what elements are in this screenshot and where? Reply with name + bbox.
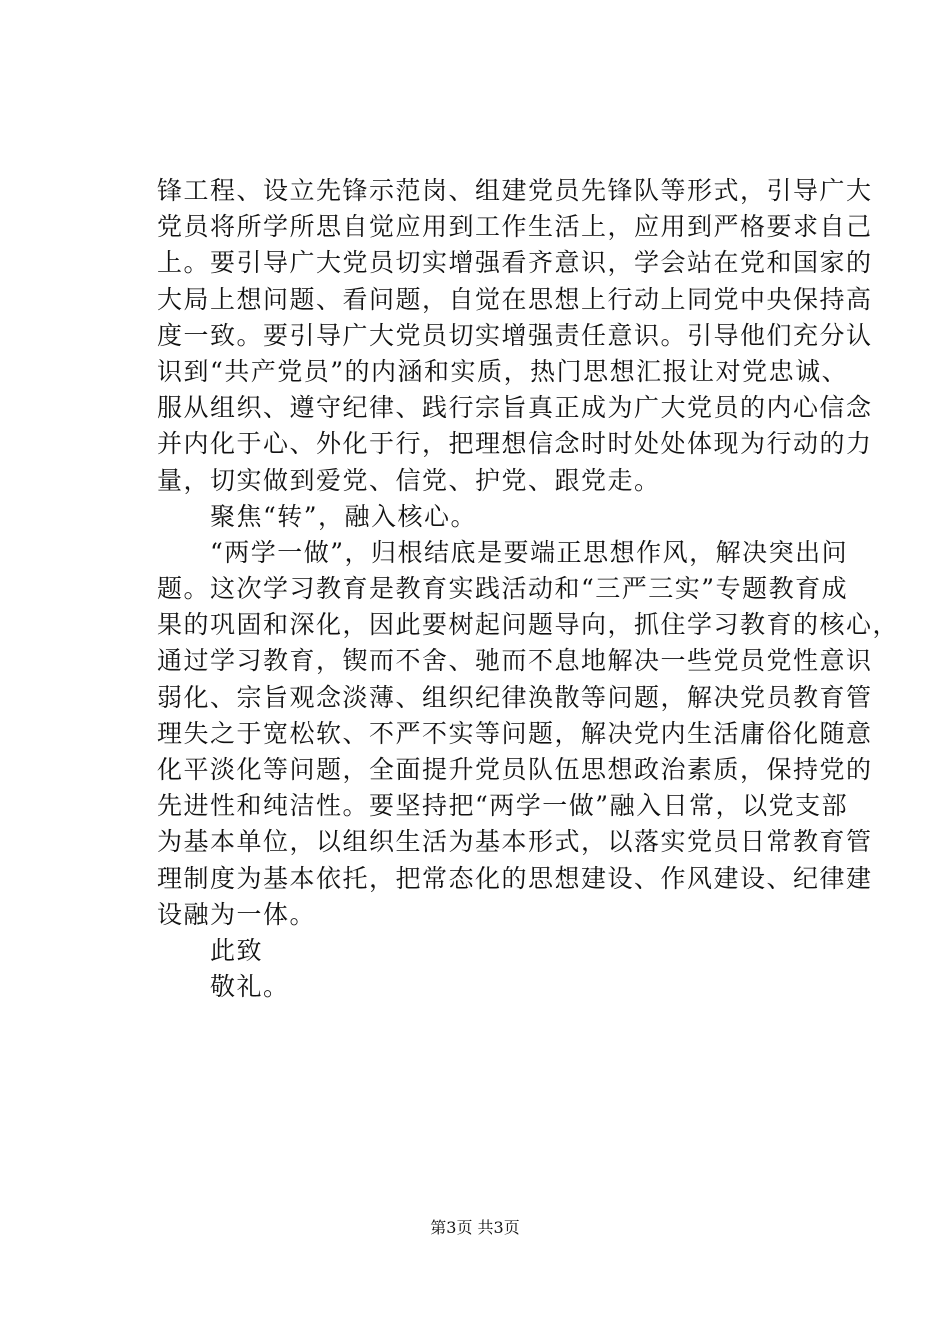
text-line: 度一致。要引导广大党员切实增强责任意识。引导他们充分认 <box>157 320 873 350</box>
text-line: 量，切实做到爱党、信党、护党、跟党走。 <box>157 465 661 495</box>
closing-line: 敬礼。 <box>157 972 290 1002</box>
text-line: “两学一做”，归根结底是要端正思想作风，解决突出问 <box>157 537 849 567</box>
text-line: 大局上想问题、看问题，自觉在思想上行动上同党中央保持高 <box>157 284 873 314</box>
text-line: 服从组织、遵守纪律、践行宗旨真正成为广大党员的内心信念 <box>157 393 873 423</box>
text-line: 识到“共产党员”的内涵和实质，热门思想汇报让对党忠诚、 <box>157 356 849 386</box>
text-line: 党员将所学所思自觉应用到工作生活上，应用到严格要求自己 <box>157 212 873 242</box>
text-line: 果的巩固和深化，因此要树起问题导向，抓住学习教育的核心， <box>157 610 900 640</box>
text-line: 通过学习教育，锲而不舍、驰而不息地解决一些党员党性意识 <box>157 646 873 676</box>
text-line: 并内化于心、外化于行，把理想信念时时处处体现为行动的力 <box>157 429 873 459</box>
section-heading: 聚焦“转”，融入核心。 <box>157 501 478 531</box>
text-line: 先进性和纯洁性。要坚持把“两学一做”融入日常，以党支部 <box>157 791 849 821</box>
text-line: 锋工程、设立先锋示范岗、组建党员先锋队等形式，引导广大 <box>157 176 873 205</box>
document-body <box>157 173 900 1005</box>
text-line: 上。要引导广大党员切实增强看齐意识，学会站在党和国家的 <box>157 248 873 278</box>
text-line: 弱化、宗旨观念淡薄、组织纪律涣散等问题，解决党员教育管 <box>157 682 873 712</box>
page-number-footer: 第3页 共3页 <box>430 1218 520 1237</box>
text-line: 理制度为基本依托，把常态化的思想建设、作风建设、纪律建 <box>157 863 873 893</box>
text-line: 题。这次学习教育是教育实践活动和“三严三实”专题教育成 <box>157 574 849 604</box>
text-line: 为基本单位，以组织生活为基本形式，以落实党员日常教育管 <box>157 827 873 857</box>
text-line: 化平淡化等问题，全面提升党员队伍思想政治素质，保持党的 <box>157 755 873 784</box>
text-line: 理失之于宽松软、不严不实等问题，解决党内生活庸俗化随意 <box>157 718 873 748</box>
closing-line: 此致 <box>157 935 264 965</box>
text-line: 设融为一体。 <box>157 899 317 929</box>
